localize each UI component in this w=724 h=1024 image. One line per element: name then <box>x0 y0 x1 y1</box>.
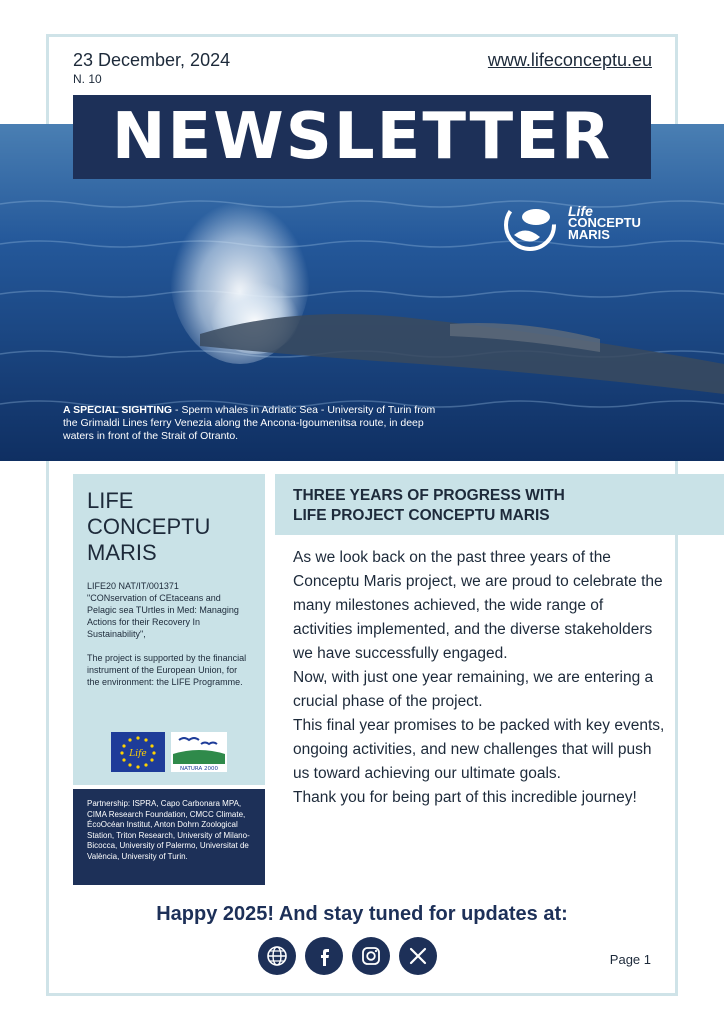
caption-title: A SPECIAL SIGHTING <box>63 404 173 416</box>
article-heading-box <box>275 474 724 535</box>
banner-title: NEWSLETTER <box>111 100 613 174</box>
photo-caption <box>63 404 443 443</box>
article-paragraph: As we look back on the past three years of the Conceptu Maris project, we are proud to celebrate the many milestones achieved, the wide range of activities implemented, and the diverse stakeholders we have successfully engaged. <box>293 549 663 662</box>
footer-tagline: Happy 2025! And stay tuned for updates at: <box>156 903 568 925</box>
eu-life-label: Life <box>129 749 147 759</box>
issue-date: 23 December, 2024 <box>73 50 231 70</box>
article-paragraph: Thank you for being part of this incredible journey! <box>293 789 637 806</box>
funding-badges <box>111 732 227 772</box>
natura-label: NATURA 2000 <box>180 766 218 772</box>
globe-icon[interactable] <box>258 937 296 975</box>
project-code: LIFE20 NAT/IT/001371 <box>87 581 179 591</box>
article-heading-line-1: THREE YEARS OF PROGRESS WITH <box>293 487 565 504</box>
project-name: "CONservation of CEtaceans and Pelagic sea TUrtles in Med: Managing Actions for their Recovery In Sustainability", <box>87 593 239 639</box>
facebook-icon[interactable] <box>305 937 343 975</box>
eu-stars-icon <box>111 732 165 772</box>
support-text: The project is supported by the financial instrument of the European Union, for the environment: the LIFE Programme. <box>87 653 247 687</box>
life-conceptu-maris-logo <box>500 195 660 259</box>
article-body <box>293 546 665 810</box>
social-links <box>258 937 437 975</box>
newsletter-banner <box>73 95 651 179</box>
caption-text: - Sperm whales in Adriatic Sea - University of Turin from the Grimaldi Lines ferry Venezia along the Ancona-Igoumenitsa route, in deep waters in front of the Strait of Otranto. <box>63 404 436 442</box>
article-heading-line-2: LIFE PROJECT CONCEPTU MARIS <box>293 507 550 524</box>
x-icon[interactable] <box>399 937 437 975</box>
partnership-box: Partnership: ISPRA, Capo Carbonara MPA, CIMA Research Foundation, CMCC Climate, ÉcoOcéan Institut, Anton Dohrn Zoological Station, Triton Research, University of Milano-Bicocca, University of Palermo, Universitat de València, University of Turin. <box>73 789 265 885</box>
issue-number: N. 10 <box>73 72 102 86</box>
logo-text: Life CONCEPTU MARIS <box>568 203 641 242</box>
sidebar-text <box>87 580 251 688</box>
sidebar-title: LIFE CONCEPTU MARIS <box>87 488 211 565</box>
page-number: Page 1 <box>609 952 651 967</box>
eu-life-logo <box>111 732 165 772</box>
article-paragraph: This final year promises to be packed with key events, ongoing activities, and new challenges that will push us toward achieving our ultimate goals. <box>293 717 665 782</box>
instagram-icon[interactable] <box>352 937 390 975</box>
project-sidebar <box>73 474 265 785</box>
natura-birds-icon <box>171 732 227 772</box>
article-paragraph: Now, with just one year remaining, we are entering a crucial phase of the project. <box>293 669 654 710</box>
website-link[interactable]: www.lifeconceptu.eu <box>487 50 652 70</box>
whale-turtle-icon <box>500 195 564 259</box>
natura-2000-logo <box>171 732 227 772</box>
